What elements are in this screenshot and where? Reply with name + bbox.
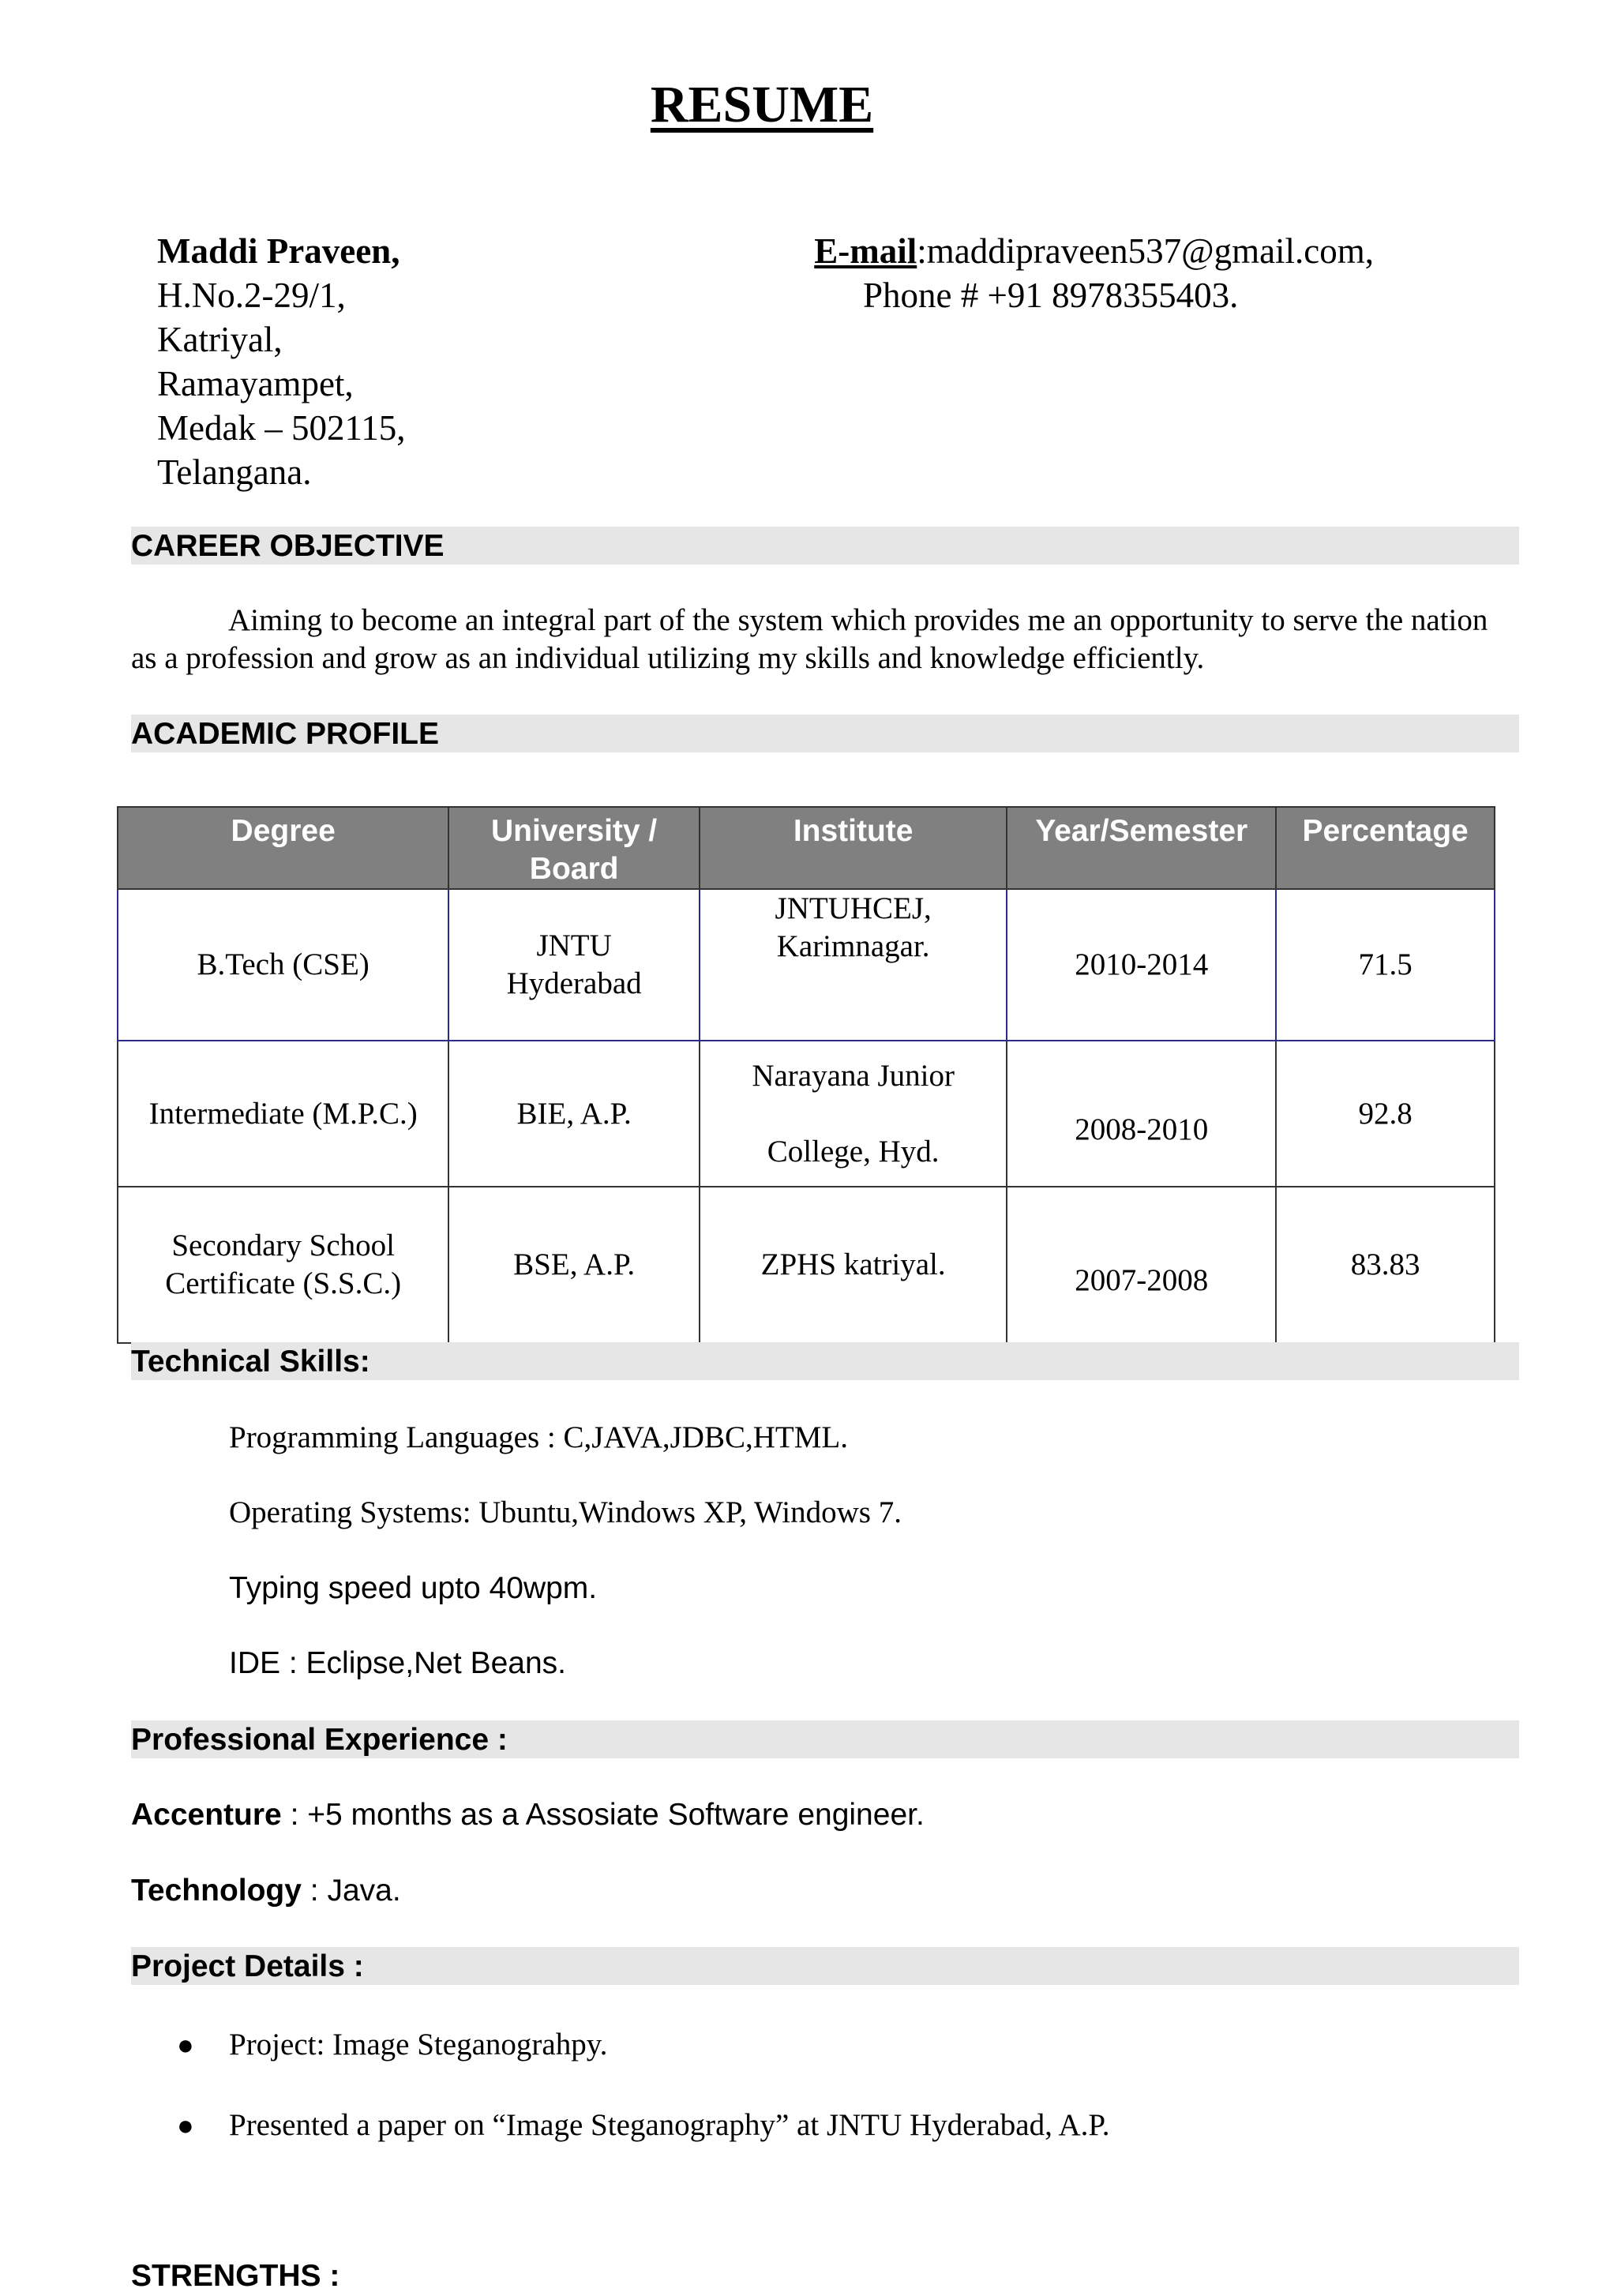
cell-line: College, Hyd.: [767, 1134, 940, 1169]
technology-text: : Java.: [301, 1874, 401, 1908]
phone-line: Phone # +91 8978355403.: [863, 276, 1239, 315]
table-row: [118, 1187, 1495, 1343]
bullet-icon: ●: [177, 2029, 194, 2061]
section-strengths: STRENGTHS :: [131, 2259, 340, 2293]
col-header-year: Year/Semester: [1007, 807, 1276, 889]
company-label: Accenture: [131, 1798, 282, 1832]
skill-item: Typing speed upto 40wpm.: [229, 1571, 598, 1605]
skill-item: Operating Systems: Ubuntu,Windows XP, Windows 7.: [229, 1495, 902, 1529]
cell-line: JNTUHCEJ,: [775, 891, 932, 925]
cell-board: BIE, A.P.: [448, 1041, 700, 1187]
cell-line: Karimnagar.: [776, 929, 930, 963]
bullet-icon: ●: [177, 2110, 194, 2141]
cell-institute: ZPHS katriyal.: [700, 1187, 1007, 1343]
company-text: : +5 months as a Assosiate Software engineer.: [281, 1798, 925, 1832]
cell-board: BSE, A.P.: [448, 1187, 700, 1343]
email-label: E-mail: [814, 231, 917, 271]
address-line: Ramayampet,: [157, 364, 354, 403]
technology-label: Technology: [131, 1874, 302, 1908]
cell-line: Hyderabad: [506, 966, 642, 1000]
email-value: :maddipraveen537@gmail.com,: [917, 231, 1375, 271]
address-line: Medak – 502115,: [157, 408, 406, 448]
skill-item: Programming Languages : C,JAVA,JDBC,HTML.: [229, 1420, 848, 1454]
experience-company: [131, 1796, 925, 1834]
cell-percentage: 83.83: [1276, 1187, 1495, 1343]
skill-item: IDE : Eclipse,Net Beans.: [229, 1646, 567, 1680]
list-item: [177, 2026, 607, 2064]
cell-degree: B.Tech (CSE): [118, 889, 448, 1041]
address-block: [157, 229, 406, 494]
project-text: Presented a paper on “Image Steganography” at JNTU Hyderabad, A.P.: [229, 2108, 1110, 2142]
table-row: [118, 1041, 1495, 1187]
page-title: RESUME: [650, 76, 874, 133]
applicant-name: Maddi Praveen,: [157, 231, 400, 271]
academic-table: [117, 806, 1495, 1344]
cell-degree: Intermediate (M.P.C.): [118, 1041, 448, 1187]
email-line: [805, 229, 1374, 273]
col-header-percentage: Percentage: [1276, 807, 1495, 889]
table-header-row: [118, 807, 1495, 889]
cell-year: 2010-2014: [1007, 889, 1276, 1041]
cell-percentage: 71.5: [1276, 889, 1495, 1041]
cell-year: 2007-2008: [1007, 1187, 1276, 1343]
cell-line: Secondary School: [171, 1229, 396, 1262]
cell-percentage: 92.8: [1276, 1041, 1495, 1187]
cell-degree: [118, 1187, 448, 1343]
table-row: [118, 889, 1495, 1041]
list-item: [177, 2107, 1109, 2144]
cell-institute: [700, 1041, 1007, 1187]
section-technical-skills: Technical Skills:: [131, 1342, 1519, 1380]
col-header-institute: Institute: [700, 807, 1007, 889]
section-academic-profile: ACADEMIC PROFILE: [131, 715, 1519, 752]
address-line: Katriyal,: [157, 320, 283, 359]
section-professional-experience: Professional Experience :: [131, 1720, 1519, 1758]
contact-block: [805, 229, 1374, 317]
cell-line: Narayana Junior: [752, 1058, 955, 1093]
cell-year: 2008-2010: [1007, 1041, 1276, 1187]
col-header-university: University / Board: [448, 807, 700, 889]
cell-board: [448, 889, 700, 1041]
col-header-degree: Degree: [118, 807, 448, 889]
section-project-details: Project Details :: [131, 1947, 1519, 1985]
address-line: Telangana.: [157, 452, 312, 492]
cell-institute: [700, 889, 1007, 1041]
address-line: H.No.2-29/1,: [157, 276, 346, 315]
experience-technology: [131, 1872, 401, 1910]
project-text: Project: Image Steganograhpy.: [229, 2028, 608, 2062]
cell-line: JNTU: [536, 929, 612, 962]
section-career-objective: CAREER OBJECTIVE: [131, 527, 1519, 565]
career-objective-text: Aiming to become an integral part of the system which provides me an opportunity to serve the nation as a profession and grow as an individual utilizing my skills and knowledge efficiently.: [131, 603, 1488, 675]
cell-line: Certificate (S.S.C.): [165, 1266, 402, 1300]
